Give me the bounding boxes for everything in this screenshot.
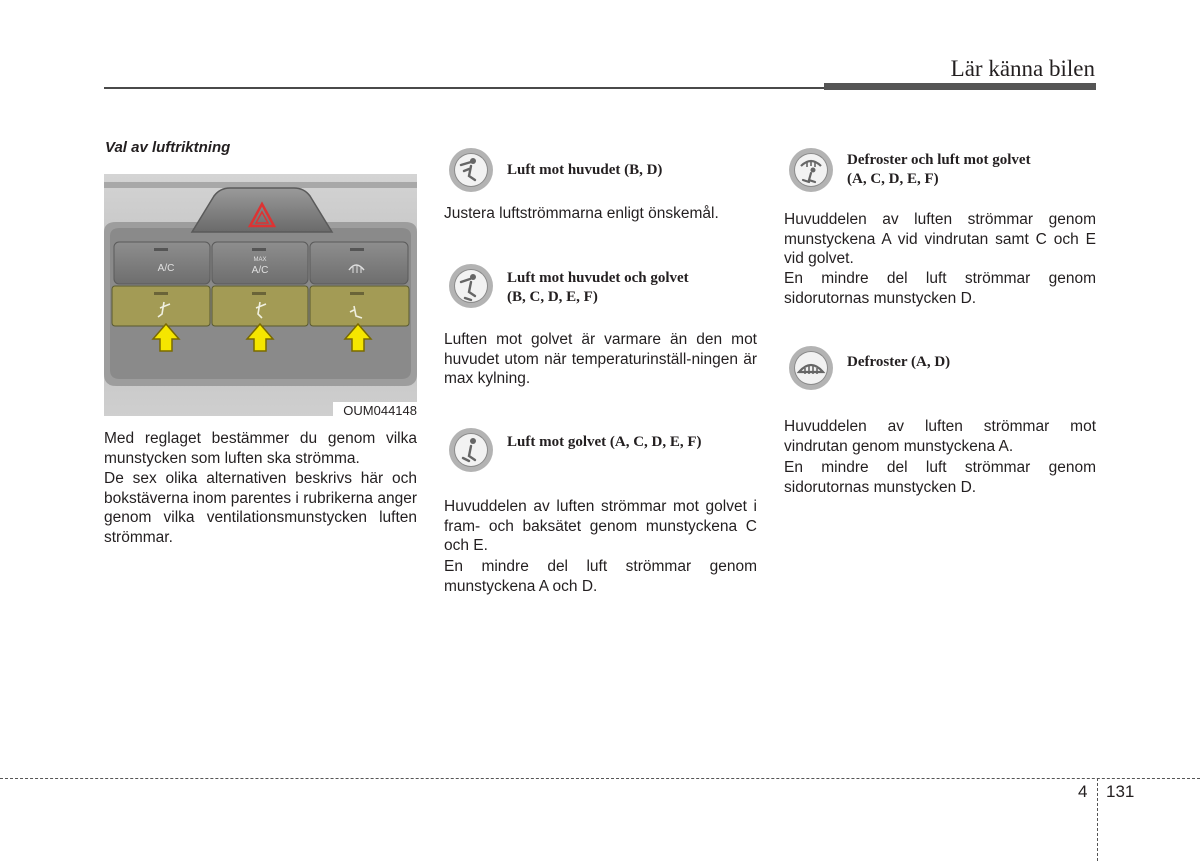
footer-dashed-divider [1097,778,1098,861]
max-label: MAX [253,257,267,263]
ac-button-label: A/C [157,263,175,274]
header-rule-thin [104,87,824,89]
floor-defrost-desc-1: Huvuddelen av luften strömmar genom munstyckena A vid vindrutan samt C och E vid golvet. [784,211,1096,267]
bi-level-vent-icon [447,262,495,310]
floor-mode-label: Luft mot golvet (A, C, D, E, F) [507,434,702,450]
climate-control-photo [104,174,417,416]
defrost-desc-1: Huvuddelen av luften strömmar mot vindrutan genom munstyckena A. [784,418,1096,455]
face-mode-desc: Justera luftströmmarna enligt önskemål. [444,205,719,222]
page-number: 131 [1106,782,1135,801]
photo-caption: OUM044148 [333,402,417,420]
intro-paragraph-2: De sex olika alternativen beskrivs här och bokstäverna inom parentes i rubrikerna anger genom vilka ventilationsmunstycken luften strömmar. [104,470,417,546]
face-vent-icon [447,146,495,194]
bilevel-mode-desc: Luften mot golvet är varmare än den mot huvudet utom när temperaturinställ-ningen är max kylning. [444,331,757,387]
floor-defrost-desc-2: En mindre del luft strömmar genom sidorutornas munstycken D. [784,270,1096,307]
floor-mode-desc-1: Huvuddelen av luften strömmar mot golvet i fram- och baksätet genom munstyckena C och E. [444,498,757,554]
floor-defrost-label-2: (A, C, D, E, F) [847,171,939,187]
intro-paragraph-1: Med reglaget bestämmer du genom vilka munstycken som luften ska strömma. [104,430,417,467]
chapter-title: Lär känna bilen [950,56,1095,81]
floor-vent-icon [447,426,495,474]
face-mode-label: Luft mot huvudet (B, D) [507,162,663,178]
defrost-icon [787,344,835,392]
max-ac-button-label: A/C [251,265,269,276]
floor-defrost-label-1: Defroster och luft mot golvet [847,152,1031,168]
floor-defrost-icon [787,146,835,194]
chapter-number: 4 [1078,782,1088,801]
defrost-label: Defroster (A, D) [847,354,951,370]
section-title: Val av luftriktning [105,139,231,156]
footer-dashed-rule [0,778,1200,779]
bilevel-mode-label-1: Luft mot huvudet och golvet [507,270,689,286]
bilevel-mode-label-2: (B, C, D, E, F) [507,289,598,305]
defrost-desc-2: En mindre del luft strömmar genom sidorutornas munstycken D. [784,459,1096,496]
header-rule-thick [824,83,1096,90]
floor-mode-desc-2: En mindre del luft strömmar genom munstyckena A och D. [444,558,757,595]
